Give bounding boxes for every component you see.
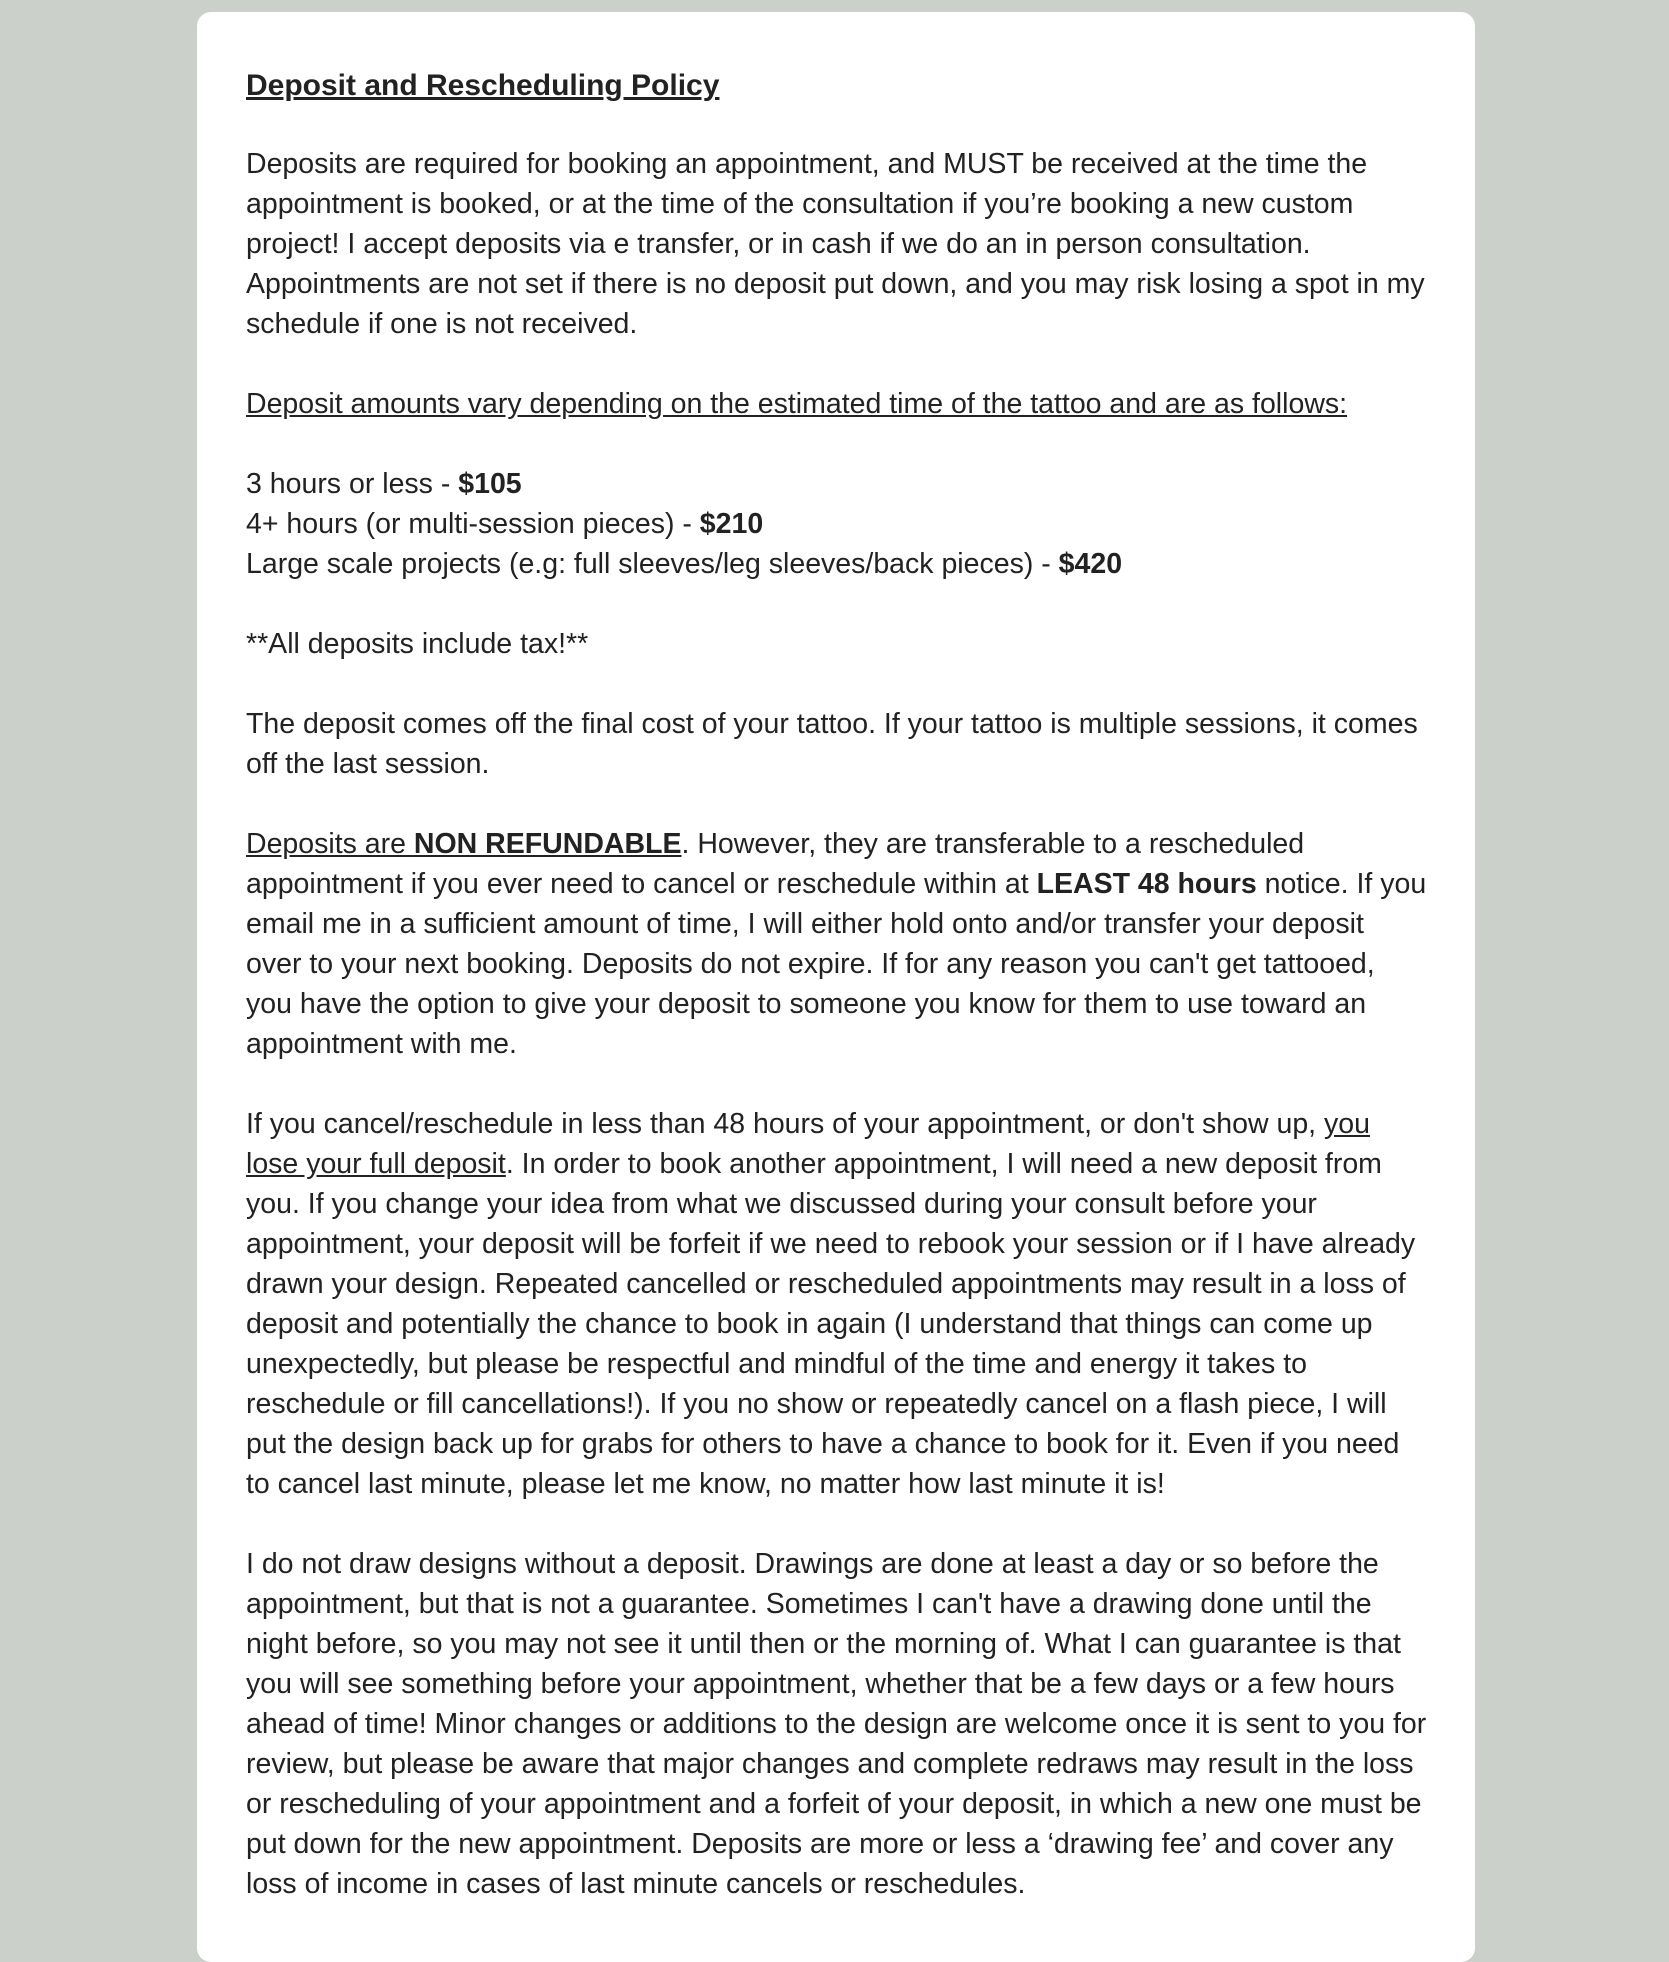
deposit-tier [246, 544, 1427, 584]
final-cost-paragraph: The deposit comes off the final cost of your tattoo. If your tattoo is multiple sessions, it comes off the last session. [246, 708, 1418, 780]
deposit-tier [246, 504, 1427, 544]
refund-text-1: . However, they are transferable to a rescheduled appointment if you ever need to cancel or reschedule within at [246, 828, 1305, 900]
drawings-paragraph: I do not draw designs without a deposit. Drawings are done at least a day or so before the appointment, but that is not a guarantee. Sometimes I can't have a drawing done until the night before, so you may not see it until then or the morning of. What I can guarantee is that you will see something before your appointment, whether that be a few days or a few hours ahead of time! Minor changes or additions to the design are welcome once it is sent to you for review, but please be aware that major changes and complete redraws may result in the loss or rescheduling of your appointment and a forfeit of your deposit, in which a new one must be put down for the new appointment. Deposits are more or less a ‘drawing fee’ and cover any loss of income in cases of last minute cancels or reschedules. [246, 1548, 1427, 1900]
cancel-text-2: . In order to book another appointment, I will need a new deposit from you. If you change your idea from what we discussed during your consult before your appointment, your deposit will be forfeit if we need to rebook your session or if I have already drawn your design. Repeated cancelled or rescheduled appointments may result in a loss of deposit and potentially the chance to book in again (I understand that things can come up unexpectedly, but please be respectful and mindful of the time and energy it takes to reschedule or fill cancellations!). If you no show or repeatedly cancel on a flash piece, I will put the design back up for grabs for others to have a chance to book for it. Even if you need to cancel last minute, please let me know, no matter how last minute it is! [246, 1148, 1416, 1500]
page-title: Deposit and Rescheduling Policy [246, 69, 720, 102]
policy-card [197, 12, 1475, 1962]
deposit-tier-list [246, 464, 1427, 584]
intro-paragraph: Deposits are required for booking an appointment, and MUST be received at the time the appointment is booked, or at the time of the consultation if you’re booking a new custom project! I accept deposits via e transfer, or in cash if we do an in person consultation. Appointments are not set if there is no deposit put down, and you may risk losing a spot in my schedule if one is not received. [246, 148, 1425, 340]
non-refundable-text: NON REFUNDABLE [413, 828, 682, 860]
lose-deposit-text: you lose your full deposit [246, 1108, 1370, 1180]
cancellation-paragraph [246, 1104, 1427, 1504]
notice-period-text: LEAST 48 hours [1036, 868, 1257, 900]
refund-lead-text: Deposits are [246, 828, 414, 860]
refund-lead [246, 828, 682, 860]
refund-text-2: notice. If you email me in a sufficient amount of time, I will either hold onto and/or transfer your deposit over to your next booking. Deposits do not expire. If for any reason you can't get tattooed, you have the option to give your deposit to someone you know for them to use toward an appointment with me. [246, 868, 1427, 1060]
deposit-amounts-heading: Deposit amounts vary depending on the estimated time of the tattoo and are as follows: [246, 388, 1348, 420]
refund-paragraph [246, 824, 1427, 1064]
tier-price: $210 [699, 508, 764, 540]
tax-note: **All deposits include tax!** [246, 628, 589, 660]
tier-price: $105 [458, 468, 522, 500]
cancel-text-1: If you cancel/reschedule in less than 48 hours of your appointment, or don't show up, [246, 1108, 1325, 1140]
tier-label: 4+ hours (or multi-session pieces) - [246, 508, 700, 540]
tier-price: $420 [1058, 548, 1123, 580]
tier-label: 3 hours or less - [246, 468, 459, 500]
tier-label: Large scale projects (e.g: full sleeves/leg sleeves/back pieces) - [246, 548, 1059, 580]
deposit-tier [246, 464, 1427, 504]
